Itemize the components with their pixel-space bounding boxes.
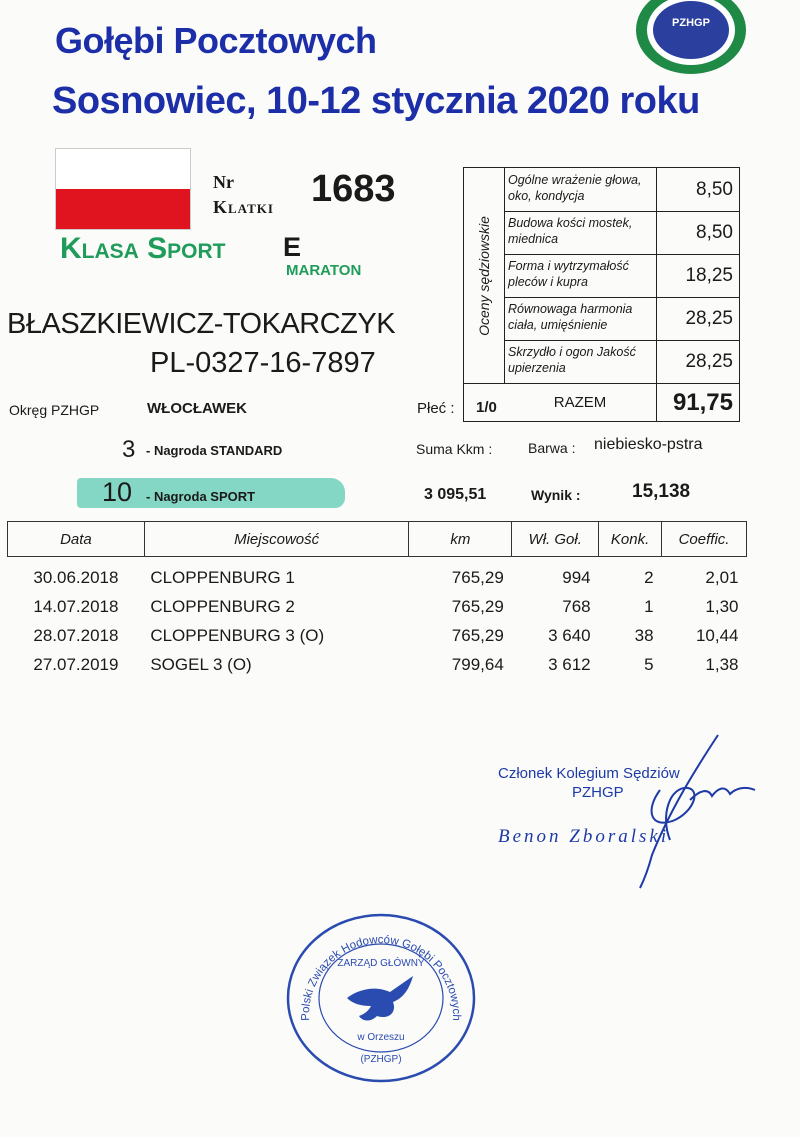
handwritten-signature bbox=[600, 730, 760, 900]
table-row: 14.07.2018 CLOPPENBURG 2 765,29 768 1 1,30 bbox=[33, 596, 739, 616]
stamp-abbr: (PZHGP) bbox=[360, 1054, 402, 1065]
owner-name: BŁASZKIEWICZ-TOKARCZYK bbox=[7, 308, 396, 340]
header-km: km bbox=[409, 522, 512, 557]
klatki-label: Klatki bbox=[213, 197, 274, 217]
judge-name: Benon Zboralski bbox=[498, 826, 670, 847]
header-wl-gol: Wł. Goł. bbox=[512, 522, 599, 557]
barwa-label: Barwa : bbox=[528, 440, 576, 456]
header-konk: Konk. bbox=[599, 522, 662, 557]
maraton-label: MARATON bbox=[286, 262, 362, 279]
ratings-side-label: Oceny sędziowskie bbox=[464, 168, 505, 383]
pzhgp-logo bbox=[632, 0, 750, 78]
dove-icon bbox=[347, 976, 413, 1021]
total-label: RAZEM bbox=[553, 394, 607, 411]
ratings-total bbox=[464, 383, 739, 422]
header-data: Data bbox=[8, 522, 145, 557]
okreg-value: WŁOCŁAWEK bbox=[147, 400, 247, 417]
results-table bbox=[7, 521, 747, 679]
rating-row: Równowaga harmonia ciała, umięśnienie 28,25 bbox=[504, 297, 739, 341]
cage-number: 1683 bbox=[311, 168, 396, 210]
header-coeffic: Coeffic. bbox=[662, 522, 747, 557]
class-sport: Klasa Sport bbox=[60, 232, 226, 265]
nagroda-standard-number: 3 bbox=[122, 436, 136, 463]
nr-label: Nr bbox=[213, 172, 234, 192]
plec-label: Płeć : bbox=[417, 400, 455, 417]
polish-flag bbox=[55, 148, 191, 230]
class-letter: E bbox=[283, 232, 302, 262]
results-header-row bbox=[8, 522, 747, 557]
suma-label: Suma Kkm : bbox=[416, 441, 493, 457]
table-row: 27.07.2019 SOGEL 3 (O) 799,64 3 612 5 1,38 bbox=[33, 654, 739, 674]
nagroda-standard-label: - Nagroda STANDARD bbox=[146, 443, 283, 458]
ratings-table bbox=[463, 167, 740, 422]
total-value: 91,75 bbox=[656, 384, 739, 422]
nagroda-sport-label: - Nagroda SPORT bbox=[146, 489, 256, 504]
title-line-2: Sosnowiec, 10-12 stycznia 2020 roku bbox=[52, 80, 700, 122]
stamp-city: w Orzeszu bbox=[357, 1032, 405, 1043]
ring-number: PL-0327-16-7897 bbox=[150, 347, 376, 379]
rating-row: Budowa kości mostek, miednica 8,50 bbox=[504, 211, 739, 255]
rating-row: Skrzydło i ogon Jakość upierzenia 28,25 bbox=[504, 340, 739, 383]
table-row: 28.07.2018 CLOPPENBURG 3 (O) 765,29 3 640 38 10,44 bbox=[33, 625, 739, 645]
official-stamp bbox=[285, 912, 477, 1084]
wynik-label: Wynik : bbox=[531, 487, 581, 503]
rating-row: Forma i wytrzymałość pleców i kupra 18,25 bbox=[504, 254, 739, 298]
judge-title: Członek Kolegium Sędziów bbox=[498, 765, 680, 782]
suma-value: 3 095,51 bbox=[424, 486, 487, 503]
plec-value: 1/0 bbox=[476, 399, 497, 416]
nagroda-sport-number: 10 bbox=[102, 477, 133, 507]
table-row: 30.06.2018 CLOPPENBURG 1 765,29 994 2 2,01 bbox=[33, 567, 739, 587]
rating-row: Ogólne wrażenie głowa, oko, kondycja 8,50 bbox=[504, 168, 739, 212]
judge-org: PZHGP bbox=[572, 784, 624, 801]
title-line-1: Gołębi Pocztowych bbox=[55, 20, 377, 61]
logo-text: PZHGP bbox=[672, 17, 710, 29]
stamp-inner-text: ZARZĄD GŁÓWNY bbox=[337, 958, 425, 969]
header-miejscowosc: Miejscowość bbox=[144, 522, 409, 557]
okreg-label: Okręg PZHGP bbox=[9, 402, 100, 418]
wynik-value: 15,138 bbox=[632, 481, 691, 502]
barwa-value: niebiesko-pstra bbox=[594, 436, 703, 453]
stamp-outer-text: Polski Związek Hodowców Gołębi Pocztowych bbox=[299, 934, 463, 1021]
